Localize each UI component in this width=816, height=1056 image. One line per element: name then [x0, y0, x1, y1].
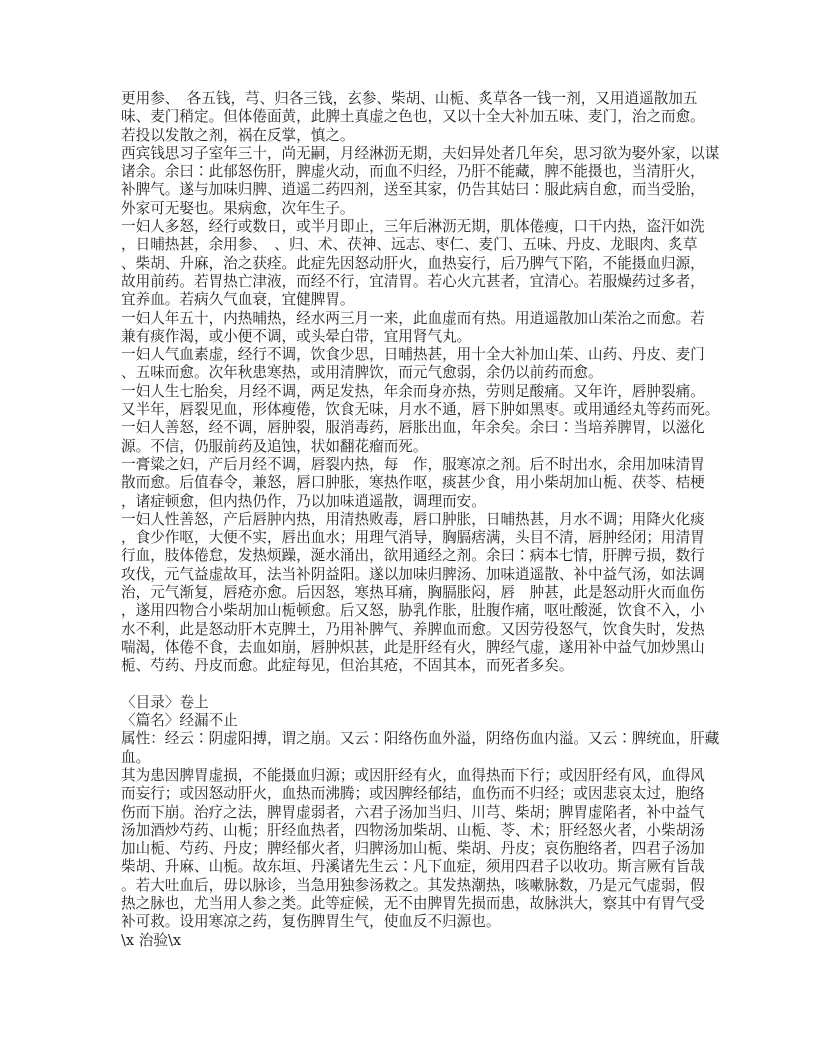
text-line: 而妄行；或因怒动肝火，血热而沸腾；或因脾经郁结，血伤而不归经；或因悲哀太过，胞络 [121, 785, 705, 803]
text-line: 加山栀、芍药、丹皮；脾经郁火者，归脾汤加山栀、柴胡、丹皮；哀伤胞络者，四君子汤加 [121, 840, 705, 858]
text-line: 栀、芍药、丹皮而愈。此症每见，但治其疮，不固其本，而死者多矣。 [121, 657, 574, 675]
text-line: 外家可无娶也。果病愈，次年生子。 [121, 199, 355, 217]
document-text [121, 90, 721, 950]
text-line: 补脾气。遂与加味归脾、逍遥二药四剂，送至其家，仍告其姑曰∶服此病自愈，而当受胎， [121, 181, 705, 199]
text-line: 攻伐，元气益虚故耳，法当补阴益阳。遂以加味归脾汤、加味逍遥散、补中益气汤，如法调 [121, 565, 705, 583]
text-line: 诸余。余曰∶此郁怒伤肝，脾虚火动，而血不归经，乃肝不能藏，脾不能摄也，当清肝火， [121, 163, 705, 181]
text-line: 治，元气渐复，唇疮亦愈。后因怒，寒热耳痛，胸膈胀闷，唇 肿甚，此是怒动肝火而血伤 [121, 584, 705, 602]
text-line: 水不利，此是怒动肝木克脾土，乃用补脾气、养脾血而愈。又因劳役怒气，饮食失时，发热 [121, 620, 705, 638]
text-line: 一妇人多怒，经行或数日，或半月即止，三年后淋沥无期，肌体倦瘦，口干内热，盗汗如洗 [121, 218, 705, 236]
text-line: 一妇人性善怒，产后唇肿内热，用清热败毒，唇口肿胀，日晡热甚，月水不调；用降火化痰 [121, 510, 705, 528]
text-line: \x 治验\x [121, 931, 182, 949]
text-line: 一妇人气血素虚，经行不调，饮食少思，日晡热甚，用十全大补加山茱、山药、丹皮、麦门 [121, 346, 705, 364]
text-line: 、五味而愈。次年秋患寒热，或用清脾饮，而元气愈弱，余仍以前药而愈。 [121, 364, 603, 382]
text-line: ，食少作呕，大便不实，唇出血水；用理气消导，胸膈痞满，头目不清，唇肿经闭；用清胃 [121, 529, 705, 547]
text-line: 若投以发散之剂，祸在反掌，慎之。 [121, 126, 355, 144]
text-line: 一妇人年五十，内热晡热，经水两三月一来，此血虚而有热。用逍遥散加山茱治之而愈。若 [121, 309, 705, 327]
text-line: 〈目录〉卷上 [121, 693, 209, 711]
text-line: 补可救。设用寒凉之药，复伤脾胃生气，使血反不归源也。 [121, 913, 501, 931]
text-line: 一膏粱之妇，产后月经不调，唇裂内热，每 作，服寒凉之剂。后不时出水，余用加味清胃 [121, 455, 705, 473]
text-line: 故用前药。若胃热亡津液，而经不行，宜清胃。若心火亢甚者，宜清心。若服燥药过多者， [121, 272, 705, 290]
text-line: 散而愈。后值春令，兼怒，唇口肿胀，寒热作呕，痰甚少食，用小柴胡加山栀、茯苓、桔梗 [121, 474, 705, 492]
text-line: 味、麦门稍定。但体倦面黄，此脾土真虚之色也，又以十全大补加五味、麦门，治之而愈。 [121, 108, 705, 126]
text-line: 属性：经云∶阴虚阳搏，谓之崩。又云∶阳络伤血外溢，阴络伤血内溢。又云∶脾统血，肝藏 [121, 730, 720, 748]
text-line: 。若大吐血后，毋以脉诊，当急用独参汤救之。其发热潮热，咳嗽脉数，乃是元气虚弱，假 [121, 876, 705, 894]
text-line: 又半年，唇裂见血，形体瘦倦，饮食无味，月水不通，唇下肿如黑枣。或用通经丸等药而死。 [121, 401, 720, 419]
text-line: 西宾钱思习子室年三十，尚无嗣，月经淋沥无期，夫妇异处者几年矣，思习欲为娶外家，以谋 [121, 144, 720, 162]
text-line [121, 676, 721, 694]
text-line: 兼有痰作渴，或小便不调，或头晕白带，宜用肾气丸。 [121, 327, 472, 345]
text-line: 源。不信，仍服前药及追蚀，状如翻花瘤而死。 [121, 437, 428, 455]
text-line: ，遂用四物合小柴胡加山栀顿愈。后又怒，胁乳作胀，肚腹作痛，呕吐酸涎，饮食不入，小 [121, 602, 705, 620]
text-line: 宜养血。若病久气血衰，宜健脾胃。 [121, 291, 355, 309]
text-line: 、柴胡、升麻，治之获痊。此症先因怒动肝火，血热妄行，后乃脾气下陷，不能摄血归源， [121, 254, 705, 272]
text-line: 更用参、 各五钱，芎、归各三钱，玄参、柴胡、山栀、炙草各一钱一剂，又用逍遥散加五 [121, 90, 698, 107]
text-line: 一妇人善怒，经不调，唇肿裂，服消毒药，唇胀出血，年余矣。余曰∶当培养脾胃，以滋化 [121, 419, 705, 437]
text-line: 其为患因脾胃虚损，不能摄血归源；或因肝经有火，血得热而下行；或因肝经有风，血得风 [121, 766, 705, 784]
text-line: 〈篇名〉经漏不止 [121, 712, 238, 730]
text-line: 喘渴，体倦不食，去血如崩，唇肿炽甚，此是肝经有火，脾经气虚，遂用补中益气加炒黑山 [121, 638, 705, 656]
text-line: 一妇人生七胎矣，月经不调，两足发热，年余而身亦热，劳则足酸痛。又年许，唇肿裂痛。 [121, 382, 705, 400]
text-line: 行血，肢体倦怠，发热烦躁，涎水涌出，欲用通经之剂。余曰∶病本七情，肝脾亏损，数行 [121, 547, 705, 565]
text-line: ，日晡热甚，余用参、 、归、术、茯神、远志、枣仁、麦门、五味、丹皮、龙眼肉、炙草 [121, 236, 698, 254]
text-line: 汤加酒炒芍药、山栀；肝经血热者，四物汤加柴胡、山栀、苓、术；肝经怒火者，小柴胡汤 [121, 821, 705, 839]
text-line: 柴胡、升麻、山栀。故东垣、丹溪诸先生云∶凡下血症，须用四君子以收功。斯言厥有旨哉 [121, 858, 705, 876]
text-line: ，诸症顿愈，但内热仍作，乃以加味逍遥散，调理而安。 [121, 492, 486, 510]
text-line: 伤而下崩。治疗之法，脾胃虚弱者，六君子汤加当归、川芎、柴胡；脾胃虚陷者，补中益气 [121, 803, 705, 821]
text-line: 热之脉也，尤当用人参之类。此等症候，无不由脾胃先损而患，故脉洪大，察其中有胃气受 [121, 895, 705, 913]
text-line: 血。 [121, 748, 151, 766]
